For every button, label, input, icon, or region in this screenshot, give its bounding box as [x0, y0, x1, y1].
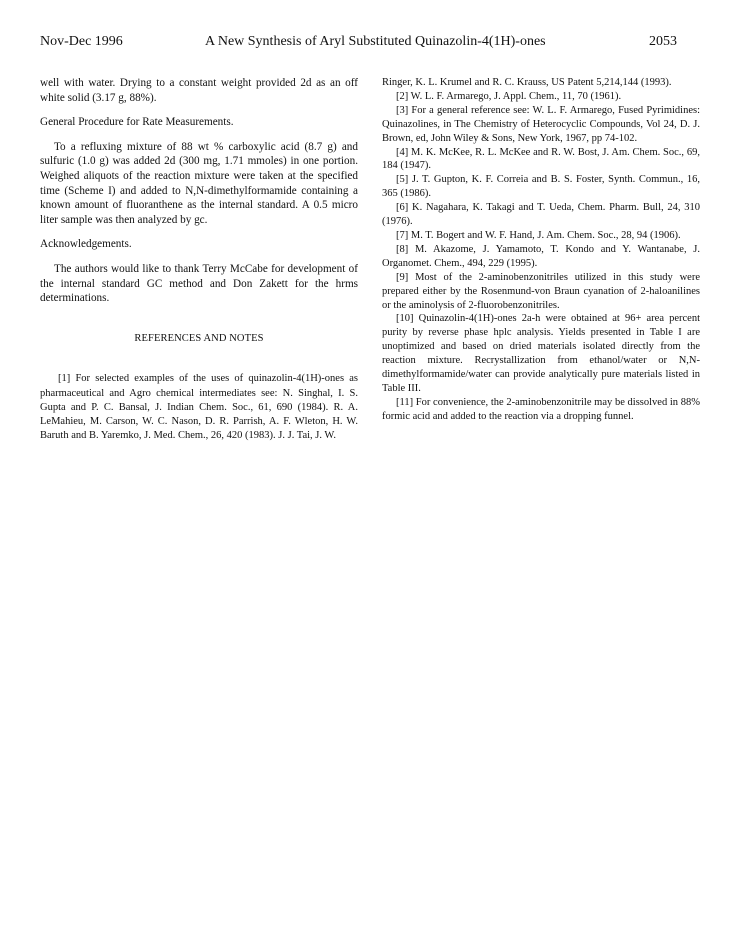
references-heading: REFERENCES AND NOTES: [134, 332, 264, 344]
reference-3: [3] For a general reference see: W. L. F. Armarego, Fused Pyrimidines: Quinazolines, in The Chemistry of Heterocyclic Compounds, Vol 24, D. J. Brown, ed, John Wiley & Sons, New York, 1967, pp 74-102.: [382, 104, 700, 144]
paragraph-drying: well with water. Drying to a constant weight provided 2d as an off white solid (3.17 g, 88%).: [40, 77, 358, 104]
reference-6: [6] K. Nagahara, K. Takagi and T. Ueda, Chem. Pharm. Bull, 24, 310 (1976).: [382, 202, 700, 228]
running-title: A New Synthesis of Aryl Substituted Quinazolin-4(1H)-ones: [205, 34, 546, 49]
paragraph-rate-procedure: To a refluxing mixture of 88 wt % carboxylic acid (8.7 g) and sulfuric (1.0 g) was added 2d (300 mg, 1.71 mmoles) in one portion. Weighed aliquots of the reaction mixture were taken at the specified time (Scheme I) and added to N,N-dimethylformamide containing a known amount of fluoranthene as the internal standard. A 0.5 micro liter sample was then analyzed by gc.: [40, 140, 358, 226]
reference-1-continued: Ringer, K. L. Krumel and R. C. Krauss, US Patent 5,214,144 (1993).: [382, 77, 672, 88]
reference-11: [11] For convenience, the 2-aminobenzonitrile may be dissolved in 88% formic acid and added to the reaction via a dropping funnel.: [382, 396, 700, 422]
reference-8: [8] M. Akazome, J. Yamamoto, T. Kondo and Y. Wantanabe, J. Organomet. Chem., 494, 229 (1995).: [382, 243, 700, 269]
section-heading-acknowledgements: Acknowledgements.: [40, 238, 132, 251]
running-header: [0, 34, 729, 54]
reference-1: [1] For selected examples of the uses of quinazolin-4(1H)-ones as pharmaceutical and Agro chemical intermediates see: N. Singhal, I. S. Gupta and P. C. Bansal, J. Indian Chem. Soc., 61, 690 (1984). R. A. LeMahieu, M. Carson, W. C. Nason, D. R. Parrish, A. F. Wleton, H. W. Baruth and B. Yaremko, J. Med. Chem., 26, 420 (1983). J. J. Tai, J. W.: [40, 373, 358, 442]
right-column: [382, 76, 700, 424]
issue-date: Nov-Dec 1996: [40, 34, 123, 49]
reference-9: [9] Most of the 2-aminobenzonitriles utilized in this study were prepared either by the Rosenmund-von Braun cyanation of 2-haloanilines or the aminolysis of 2-fluorobenzonitriles.: [382, 271, 700, 311]
paragraph-acknowledgements: The authors would like to thank Terry McCabe for development of the internal standard GC method and Don Zakett for the hrms determinations.: [40, 262, 358, 305]
section-heading-rate-measurements: General Procedure for Rate Measurements.: [40, 116, 234, 129]
reference-10: [10] Quinazolin-4(1H)-ones 2a-h were obtained at 96+ area percent purity by reverse phase hplc analysis. Yields presented in Table I are unoptimized and based on dried materials isolated directly from the reaction mixture. Recrystallization from ethanol/water or N,N-dimethylformamide/water can provide analytically pure materials listed in Table III.: [382, 313, 700, 394]
reference-4: [4] M. K. McKee, R. L. McKee and R. W. Bost, J. Am. Chem. Soc., 69, 184 (1947).: [382, 146, 700, 172]
reference-7: [7] M. T. Bogert and W. F. Hand, J. Am. Chem. Soc., 28, 94 (1906).: [396, 229, 681, 241]
left-column: [40, 76, 358, 443]
reference-5: [5] J. T. Gupton, K. F. Correia and B. S. Foster, Synth. Commun., 16, 365 (1986).: [382, 174, 700, 200]
page-number: 2053: [649, 34, 677, 49]
reference-2: [2] W. L. F. Armarego, J. Appl. Chem., 11, 70 (1961).: [396, 90, 622, 102]
